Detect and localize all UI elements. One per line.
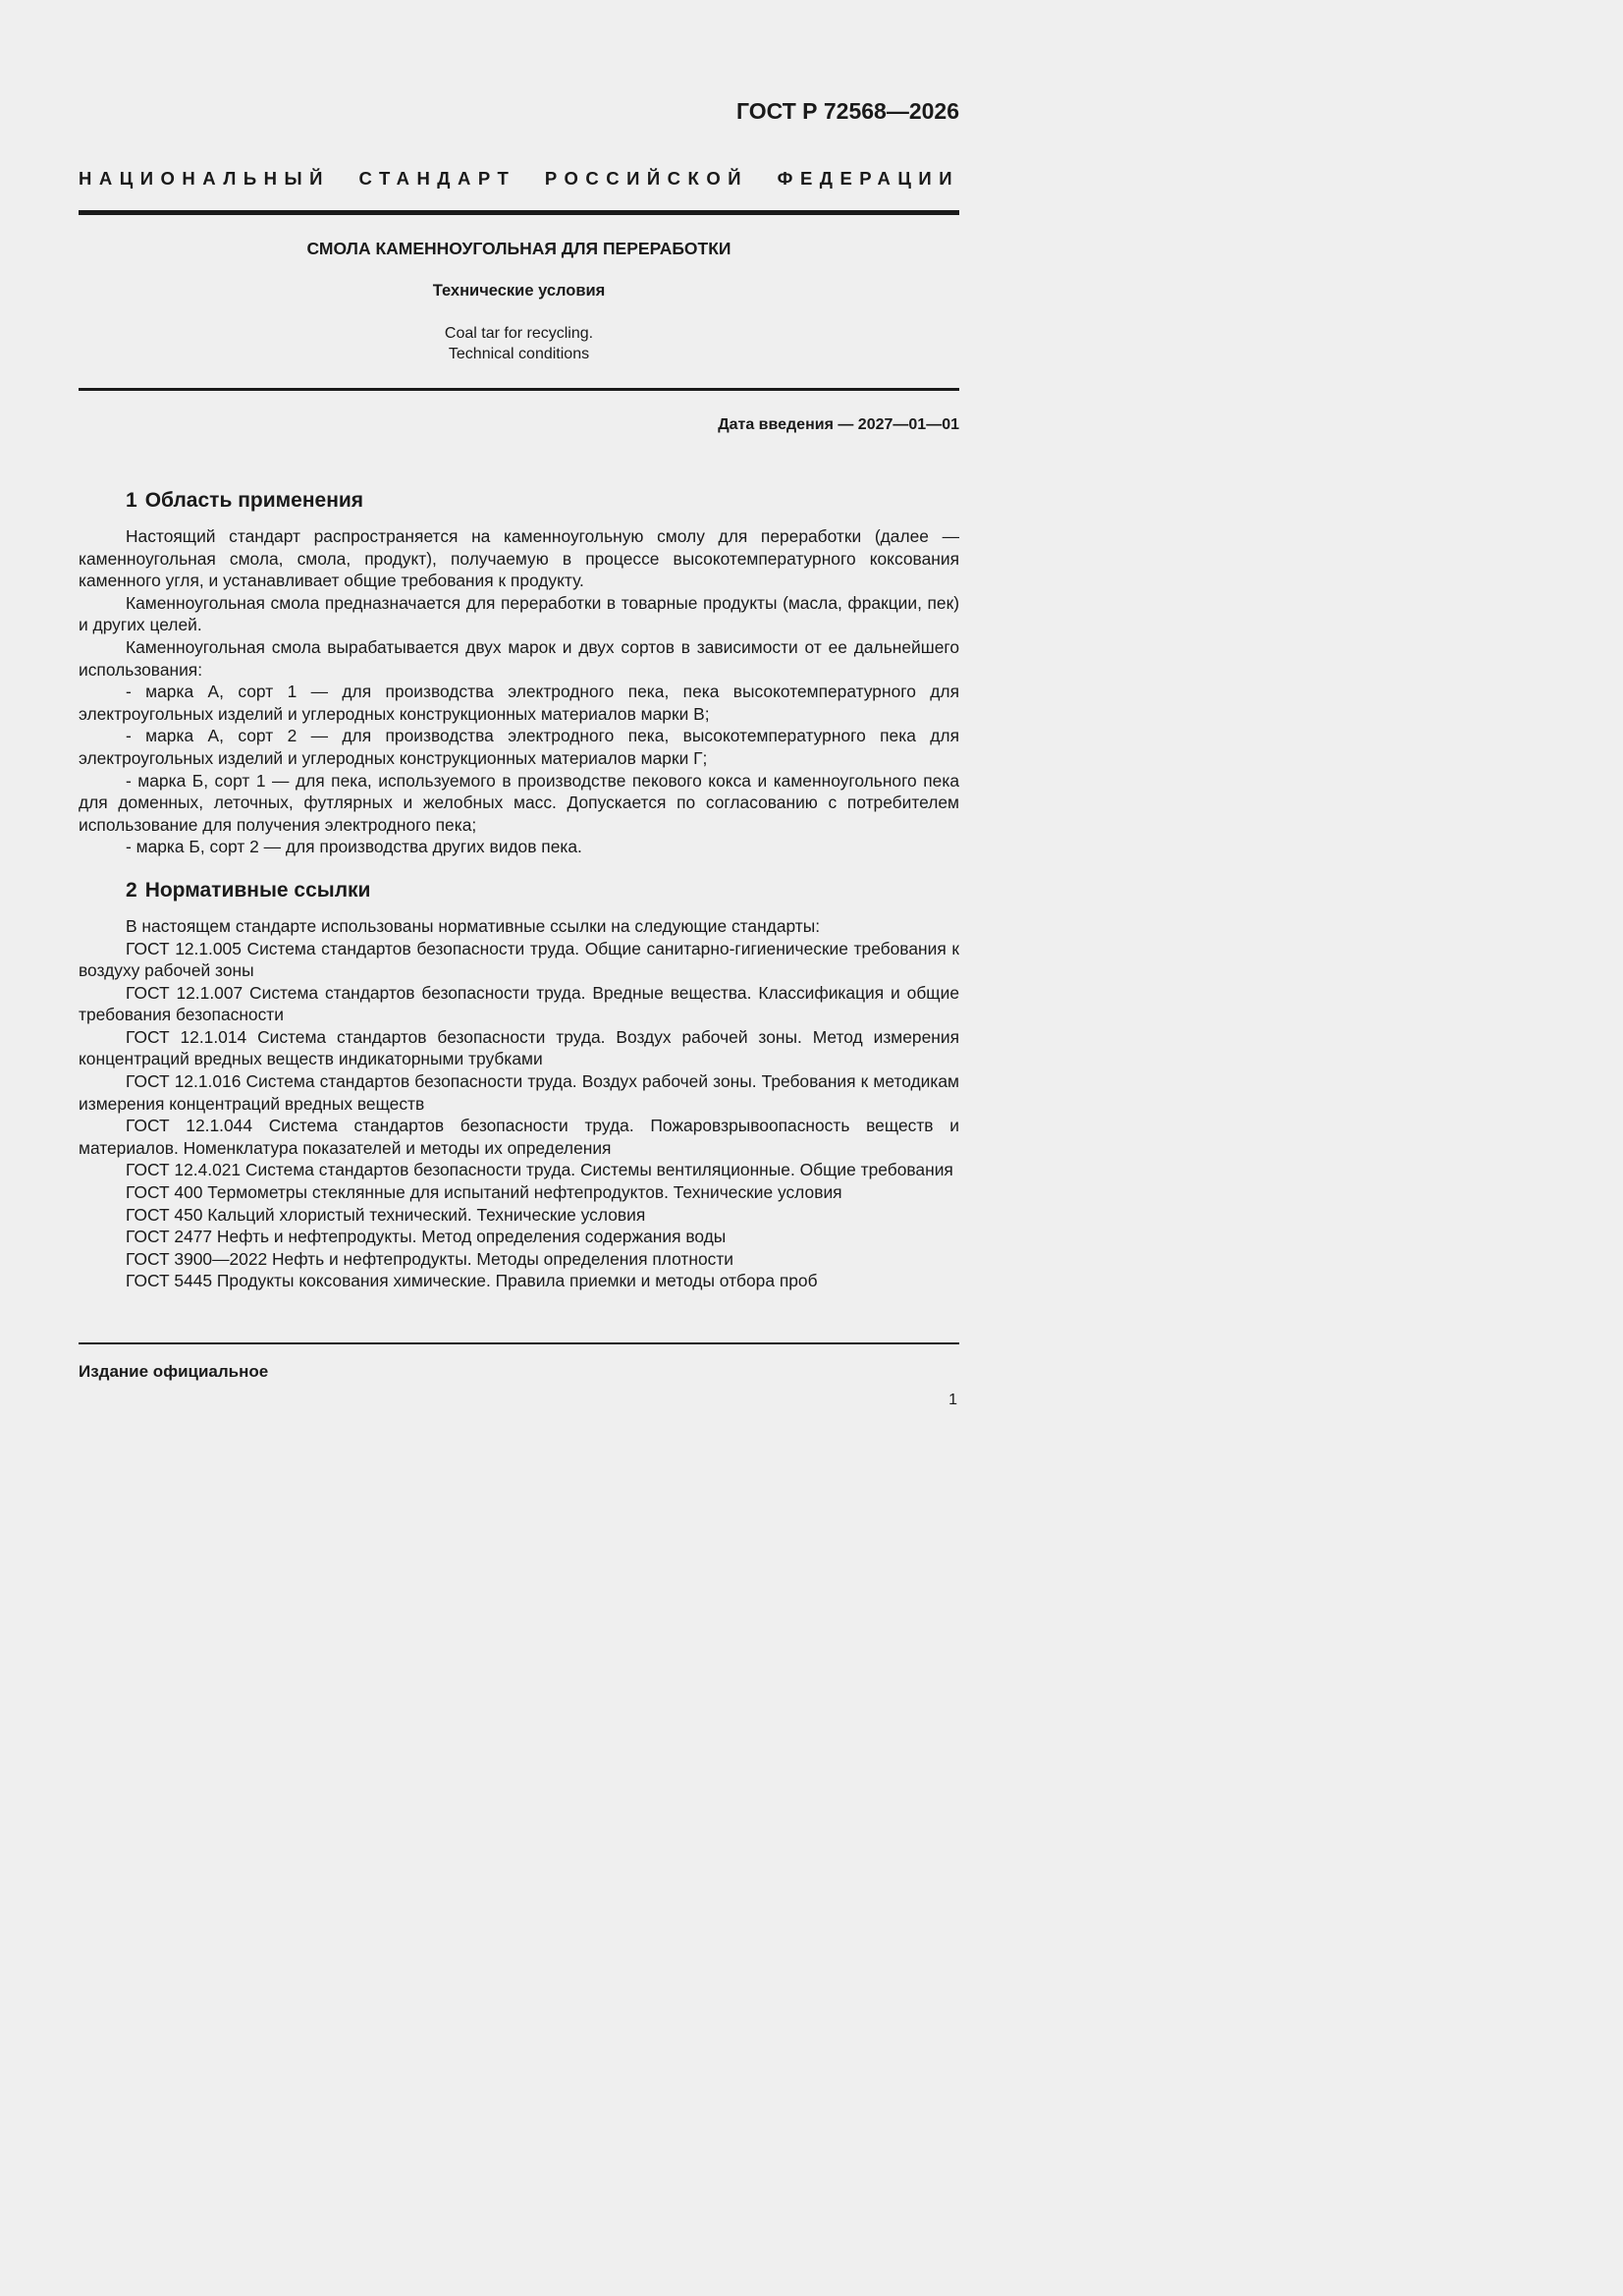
paragraph: В настоящем стандарте использованы нормативные ссылки на следующие стандарты: (126, 915, 821, 936)
reference-item: ГОСТ 5445 Продукты коксования химические. Правила приемки и методы отбора проб (126, 1271, 818, 1291)
reference-item: ГОСТ 12.1.005 Система стандартов безопасности труда. Общие санитарно-гигиенические требования к воздуху рабочей зоны (79, 938, 959, 981)
official-edition-label: Издание официальное (79, 1362, 269, 1381)
reference-item: ГОСТ 450 Кальций хлористый технический. Технические условия (126, 1204, 646, 1225)
national-standard-banner: НАЦИОНАЛЬНЫЙ СТАНДАРТ РОССИЙСКОЙ ФЕДЕРАЦИИ (79, 168, 959, 189)
reference-item: ГОСТ 2477 Нефть и нефтепродукты. Метод определения содержания воды (126, 1227, 727, 1247)
reference-item: ГОСТ 12.1.016 Система стандартов безопасности труда. Воздух рабочей зоны. Требования к методикам измерения концентраций вредных веществ (79, 1071, 959, 1114)
top-rule (79, 210, 959, 215)
list-item: - марка А, сорт 1 — для производства электродного пека, пека высокотемпературного для электроугольных изделий и углеродных конструкционных материалов марки В; (79, 682, 959, 724)
introduction-date: Дата введения — 2027—01—01 (718, 416, 959, 433)
reference-item: ГОСТ 400 Термометры стеклянные для испытаний нефтепродуктов. Технические условия (126, 1182, 842, 1203)
paragraph: Настоящий стандарт распространяется на каменноугольную смолу для переработки (далее — каменноугольная смола, смола, продукт), получаемую в процессе высокотемпературного коксования каменного угля, и устанавливает общие требования к продукту. (79, 526, 959, 591)
standard-code: ГОСТ Р 72568—2026 (736, 98, 959, 124)
english-title-line-1: Coal tar for recycling. (444, 325, 594, 342)
section-2-number: 2 (126, 878, 137, 902)
section-1-number: 1 (126, 489, 137, 512)
reference-item: ГОСТ 12.4.021 Система стандартов безопасности труда. Системы вентиляционные. Общие требования (126, 1160, 953, 1180)
title-rule (79, 388, 959, 391)
english-title (79, 323, 959, 364)
section-2-heading (79, 877, 959, 904)
paragraph: Каменноугольная смола вырабатывается двух марок и двух сортов в зависимости от ее дальнейшего использования: (79, 636, 959, 680)
document-page (0, 0, 1089, 1540)
paragraph: Каменноугольная смола предназначается для переработки в товарные продукты (масла, фракции, пек) и других целей. (79, 592, 959, 635)
list-item: - марка Б, сорт 2 — для производства других видов пека. (126, 837, 582, 857)
reference-item: ГОСТ 12.1.007 Система стандартов безопасности труда. Вредные вещества. Классификация и общие требования безопасности (79, 982, 959, 1025)
document-body (79, 487, 959, 1292)
document-title: СМОЛА КАМЕННОУГОЛЬНАЯ ДЛЯ ПЕРЕРАБОТКИ (306, 239, 731, 258)
footer-rule (79, 1342, 959, 1344)
english-title-line-2: Technical conditions (448, 346, 590, 362)
section-1-title: Область применения (144, 489, 364, 512)
section-gap (79, 858, 959, 877)
reference-item: ГОСТ 12.1.014 Система стандартов безопасности труда. Воздух рабочей зоны. Метод измерения концентраций вредных веществ индикаторными трубками (79, 1026, 959, 1069)
document-subtitle: Технические условия (432, 282, 606, 300)
section-2-title: Нормативные ссылки (144, 878, 371, 902)
section-1-heading (79, 487, 959, 515)
list-item: - марка А, сорт 2 — для производства электродного пека, высокотемпературного пека для электроугольных изделий и углеродных конструкционных материалов марки Г; (79, 726, 959, 768)
list-item: - марка Б, сорт 1 — для пека, используемого в производстве пекового кокса и каменноугольного пека для доменных, леточных, футлярных и желобных масс. Допускается по согласованию с потребителем использование для получения электродного пека; (79, 770, 959, 835)
reference-item: ГОСТ 3900—2022 Нефть и нефтепродукты. Методы определения плотности (126, 1248, 734, 1269)
reference-item: ГОСТ 12.1.044 Система стандартов безопасности труда. Пожаровзрывоопасность веществ и материалов. Номенклатура показателей и методы их определения (79, 1116, 959, 1158)
page-number: 1 (948, 1392, 957, 1408)
